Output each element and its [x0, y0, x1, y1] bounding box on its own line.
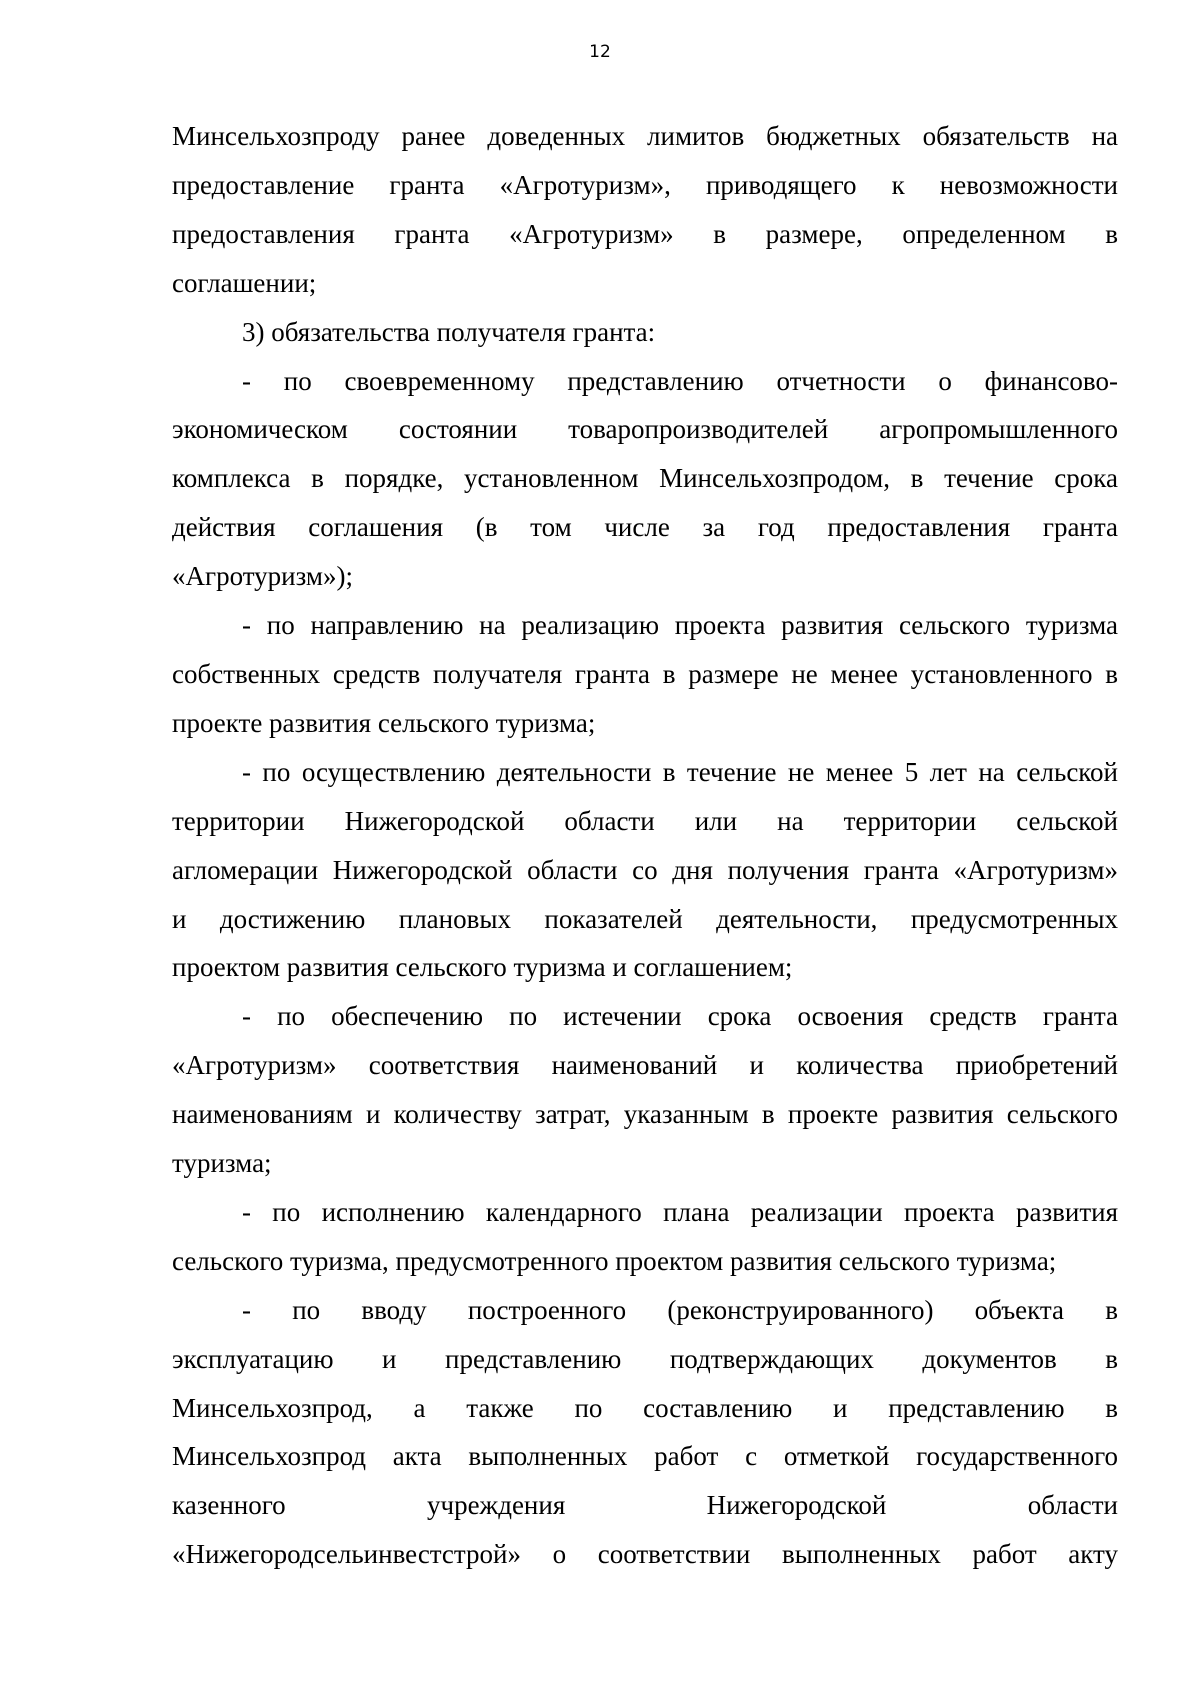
text-line: «Нижегородсельинвестстрой» о соответствии выполненных работ акту	[172, 1539, 1118, 1570]
text-line: проекте развития сельского туризма;	[172, 707, 596, 738]
text-line: - по своевременному представлению отчетности о финансово-	[242, 365, 1118, 396]
text-line: предоставление гранта «Агротуризм», приводящего к невозможности	[172, 169, 1118, 200]
text-line: - по обеспечению по истечении срока освоения средств гранта	[242, 1001, 1118, 1032]
text-line: Минсельхозпрод, а также по составлению и представлению в	[172, 1392, 1118, 1423]
text-line: «Агротуризм»);	[172, 561, 353, 592]
text-line: и достижению плановых показателей деятельности, предусмотренных	[172, 903, 1118, 934]
text-line: предоставления гранта «Агротуризм» в размере, определенном в	[172, 218, 1118, 249]
text-line: эксплуатацию и представлению подтверждающих документов в	[172, 1343, 1118, 1374]
text-line: проектом развития сельского туризма и соглашением;	[172, 952, 793, 983]
text-line: экономическом состоянии товаропроизводителей агропромышленного	[172, 414, 1118, 445]
text-line: - по исполнению календарного плана реализации проекта развития	[242, 1196, 1118, 1227]
text-line: Минсельхозпроду ранее доведенных лимитов бюджетных обязательств на	[172, 121, 1118, 151]
text-line: агломерации Нижегородской области со дня получения гранта «Агротуризм»	[172, 854, 1118, 885]
text-line: 3) обязательства получателя гранта:	[242, 316, 656, 347]
text-line: - по направлению на реализацию проекта развития сельского туризма	[242, 610, 1118, 641]
text-line: Минсельхозпрод акта выполненных работ с отметкой государственного	[172, 1441, 1118, 1472]
text-line: собственных средств получателя гранта в размере не менее установленного в	[172, 658, 1118, 689]
text-line: казенного учреждения Нижегородской области	[172, 1490, 1118, 1521]
text-line: соглашении;	[172, 267, 317, 298]
text-line: - по осуществлению деятельности в течение не менее 5 лет на сельской	[242, 756, 1118, 787]
text-line: действия соглашения (в том числе за год предоставления гранта	[172, 512, 1118, 543]
text-line: комплекса в порядке, установленном Минсельхозпродом, в течение срока	[172, 463, 1118, 494]
text-line: сельского туризма, предусмотренного проектом развития сельского туризма;	[172, 1245, 1057, 1276]
text-line: «Агротуризм» соответствия наименований и количества приобретений	[172, 1050, 1118, 1081]
text-line: наименованиям и количеству затрат, указанным в проекте развития сельского	[172, 1099, 1118, 1130]
text-line: туризма;	[172, 1148, 272, 1179]
text-line: - по вводу построенного (реконструированного) объекта в	[242, 1294, 1118, 1325]
document-body	[172, 112, 1118, 1579]
page-number: 12	[589, 42, 611, 62]
text-line: территории Нижегородской области или на территории сельской	[172, 805, 1118, 836]
